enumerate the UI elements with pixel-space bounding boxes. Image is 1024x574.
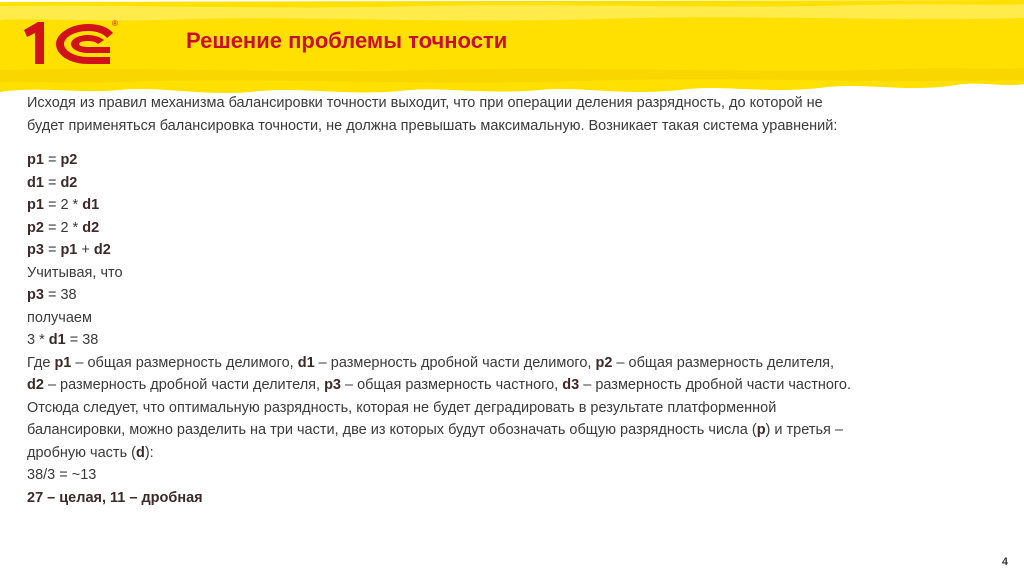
equation-4	[27, 217, 1007, 240]
var: p	[756, 422, 766, 438]
var: d2	[93, 242, 111, 258]
logo-digit-one	[24, 22, 44, 64]
var: p2	[595, 354, 613, 371]
var: d2	[60, 174, 78, 191]
band-highlight	[0, 4, 1024, 21]
explanation-line-1	[27, 352, 1007, 375]
op: = 2 *	[43, 197, 83, 213]
op: +	[77, 242, 94, 258]
conclusion-line-1: Отсюда следует, что оптимальную разрядность, которая не будет деградировать в результате платформенной	[27, 399, 777, 416]
equation-6	[27, 284, 1007, 307]
text: дробную часть (	[27, 444, 136, 461]
getting-text: получаем	[27, 309, 92, 326]
var: p1	[27, 197, 44, 213]
var: p2	[60, 152, 78, 168]
var: p1	[60, 242, 78, 258]
var: d	[135, 444, 145, 461]
logo-registered-mark: ®	[112, 19, 118, 28]
page-number: 4	[1001, 556, 1008, 568]
var: p1	[27, 152, 44, 168]
op: = 2 *	[43, 219, 83, 236]
considering-text: Учитывая, что	[27, 264, 123, 281]
op: = 38	[65, 332, 99, 348]
var: d2	[27, 377, 44, 393]
text: ):	[144, 444, 154, 461]
slide-body	[27, 92, 1007, 509]
var: p3	[27, 287, 44, 303]
var: d1	[82, 197, 100, 213]
result: 27 – целая, 11 – дробная	[27, 489, 203, 506]
op: =	[43, 242, 61, 258]
text: балансировки, можно разделить на три части, две из которых будут обозначать общую разрядность числа (	[27, 422, 757, 438]
text: – общая размерность частного,	[341, 377, 563, 393]
logo-c-outer	[56, 24, 113, 64]
text: – размерность дробной части делимого,	[314, 354, 596, 371]
equation-7	[27, 329, 1007, 352]
conclusion-line-3	[27, 442, 1007, 465]
var: p1	[54, 354, 72, 371]
var: d3	[562, 377, 580, 393]
logo-c-inner	[71, 35, 110, 53]
spacer	[27, 137, 1007, 149]
equation-3	[27, 194, 1007, 217]
op: 3 *	[27, 332, 49, 348]
1c-logo	[18, 14, 130, 70]
var: p2	[27, 219, 44, 236]
op: =	[43, 152, 61, 168]
text: ) и третья –	[765, 422, 843, 438]
equation-5	[27, 239, 1007, 262]
op: =	[43, 174, 61, 191]
var: d1	[27, 174, 44, 191]
text: – размерность дробной части частного.	[579, 377, 851, 393]
page-title: Решение проблемы точности	[186, 28, 508, 53]
intro-line-2: будет применяться балансировка точности, не должна превышать максимальную. Возникает такая система уравнений:	[27, 117, 838, 134]
equation-2	[27, 172, 1007, 195]
calculation: 38/3 = ~13	[27, 467, 97, 483]
band-shade	[0, 68, 1024, 83]
var: d1	[48, 332, 66, 348]
text: Где	[27, 354, 55, 371]
text: – размерность дробной части делителя,	[43, 377, 325, 393]
intro-line-1: Исходя из правил механизма балансировки точности выходит, что при операции деления разрядность, до которой не	[27, 95, 823, 111]
var: p3	[27, 242, 44, 258]
text: – общая размерность делителя,	[612, 354, 835, 371]
var: d2	[82, 219, 100, 236]
text: – общая размерность делимого,	[71, 354, 298, 371]
equation-1	[27, 149, 1007, 172]
header-band	[0, 0, 1024, 96]
conclusion-line-2	[27, 419, 1007, 442]
var: d1	[297, 354, 315, 371]
explanation-line-2	[27, 374, 1007, 397]
var: p3	[324, 377, 341, 393]
op: = 38	[43, 287, 77, 303]
